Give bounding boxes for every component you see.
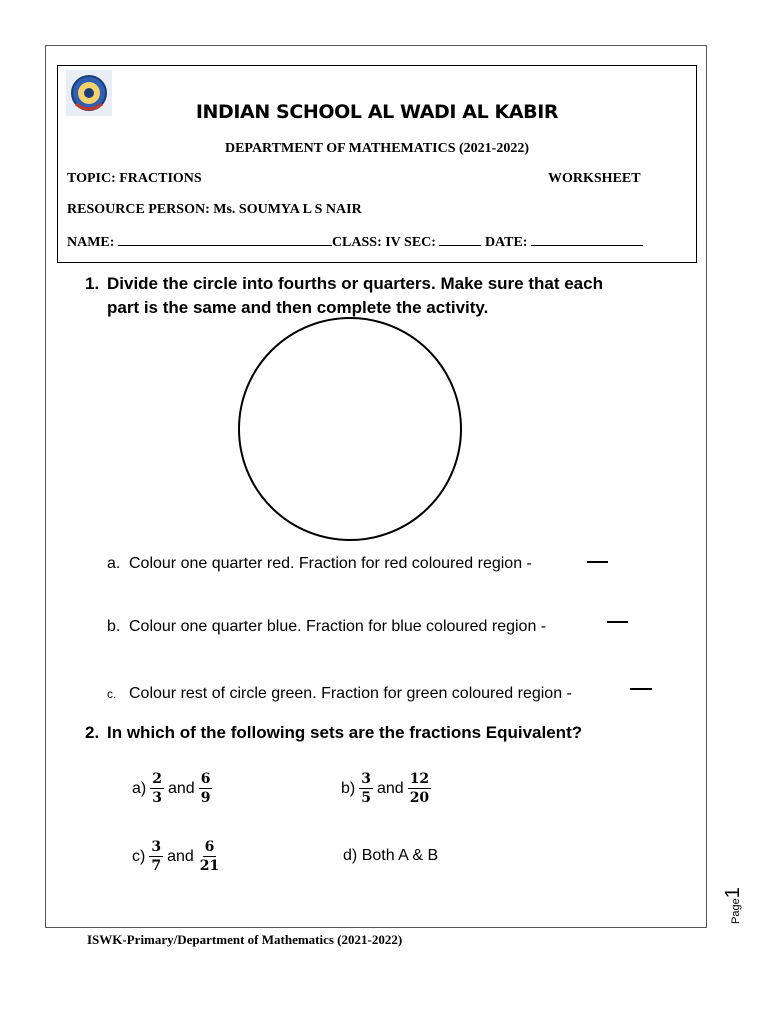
fraction-circle[interactable] bbox=[238, 317, 462, 541]
option-d-label: d) bbox=[343, 847, 358, 864]
option-a-and: and bbox=[167, 779, 195, 797]
activity-b bbox=[107, 618, 546, 636]
option-b-fraction-2: $\frac{12}{20}$ bbox=[409, 771, 430, 806]
question-2 bbox=[85, 721, 685, 745]
activity-b-answer-dash[interactable] bbox=[607, 621, 628, 623]
option-a-fraction-1: $\frac{2}{3}$ bbox=[152, 771, 162, 806]
resource-person: RESOURCE PERSON: Ms. SOUMYA L S NAIR bbox=[67, 202, 362, 217]
footer-text: ISWK-Primary/Department of Mathematics (2021-2022) bbox=[87, 932, 403, 947]
activity-a bbox=[107, 555, 532, 573]
option-c-fraction-2: $\frac{6}{21}$ bbox=[199, 839, 220, 874]
option-d[interactable] bbox=[343, 847, 438, 865]
option-a-fraction-2: $\frac{6}{9}$ bbox=[200, 771, 211, 806]
topic-label: TOPIC: FRACTIONS bbox=[67, 171, 202, 186]
option-b-and: and bbox=[376, 779, 404, 797]
activity-a-text: Colour one quarter red. Fraction for red coloured region - bbox=[129, 555, 532, 572]
page-number: 1 bbox=[722, 887, 744, 899]
option-c-and: and bbox=[167, 847, 194, 865]
option-d-text: Both A & B bbox=[361, 847, 439, 864]
name-blank[interactable] bbox=[118, 233, 332, 246]
date-blank[interactable] bbox=[531, 233, 643, 246]
activity-a-label: a. bbox=[107, 555, 121, 572]
question-2-number: 2. bbox=[85, 723, 100, 742]
option-a-label: a) bbox=[132, 779, 147, 797]
option-c-label: c) bbox=[132, 847, 146, 865]
class-label: CLASS: IV SEC: bbox=[331, 235, 436, 250]
section-blank[interactable] bbox=[439, 233, 481, 246]
activity-b-label: b. bbox=[107, 618, 121, 635]
option-c-fraction-1: $\frac{3}{7}$ bbox=[151, 839, 162, 874]
question-2-text: In which of the following sets are the fractions Equivalent? bbox=[107, 723, 583, 742]
question-1-line1: Divide the circle into fourths or quarters. Make sure that each bbox=[107, 274, 603, 293]
activity-b-text: Colour one quarter blue. Fraction for blue coloured region - bbox=[129, 618, 547, 635]
student-info-line bbox=[67, 233, 643, 251]
option-c[interactable] bbox=[132, 839, 225, 874]
activity-c bbox=[107, 685, 572, 703]
option-a[interactable] bbox=[132, 771, 216, 806]
option-b-label: b) bbox=[341, 779, 356, 797]
worksheet-label: WORKSHEET bbox=[548, 171, 641, 186]
page-number-mark bbox=[722, 874, 744, 924]
name-label: NAME: bbox=[67, 235, 115, 250]
question-1-number: 1. bbox=[85, 274, 100, 293]
activity-c-answer-dash[interactable] bbox=[630, 688, 652, 690]
option-b-fraction-1: $\frac{3}{5}$ bbox=[361, 771, 371, 806]
question-1 bbox=[85, 272, 685, 320]
activity-a-answer-dash[interactable] bbox=[587, 561, 608, 563]
question-1-line2: part is the same and then complete the activity. bbox=[107, 298, 489, 317]
activity-c-label: c. bbox=[107, 687, 117, 701]
school-name: INDIAN SCHOOL AL WADI AL KABIR bbox=[195, 101, 559, 123]
page-word: Page bbox=[730, 898, 742, 924]
date-label: DATE: bbox=[484, 235, 528, 250]
activity-c-text: Colour rest of circle green. Fraction for green coloured region - bbox=[129, 685, 572, 702]
department-title: DEPARTMENT OF MATHEMATICS (2021-2022) bbox=[224, 141, 529, 156]
option-b[interactable] bbox=[341, 771, 435, 806]
